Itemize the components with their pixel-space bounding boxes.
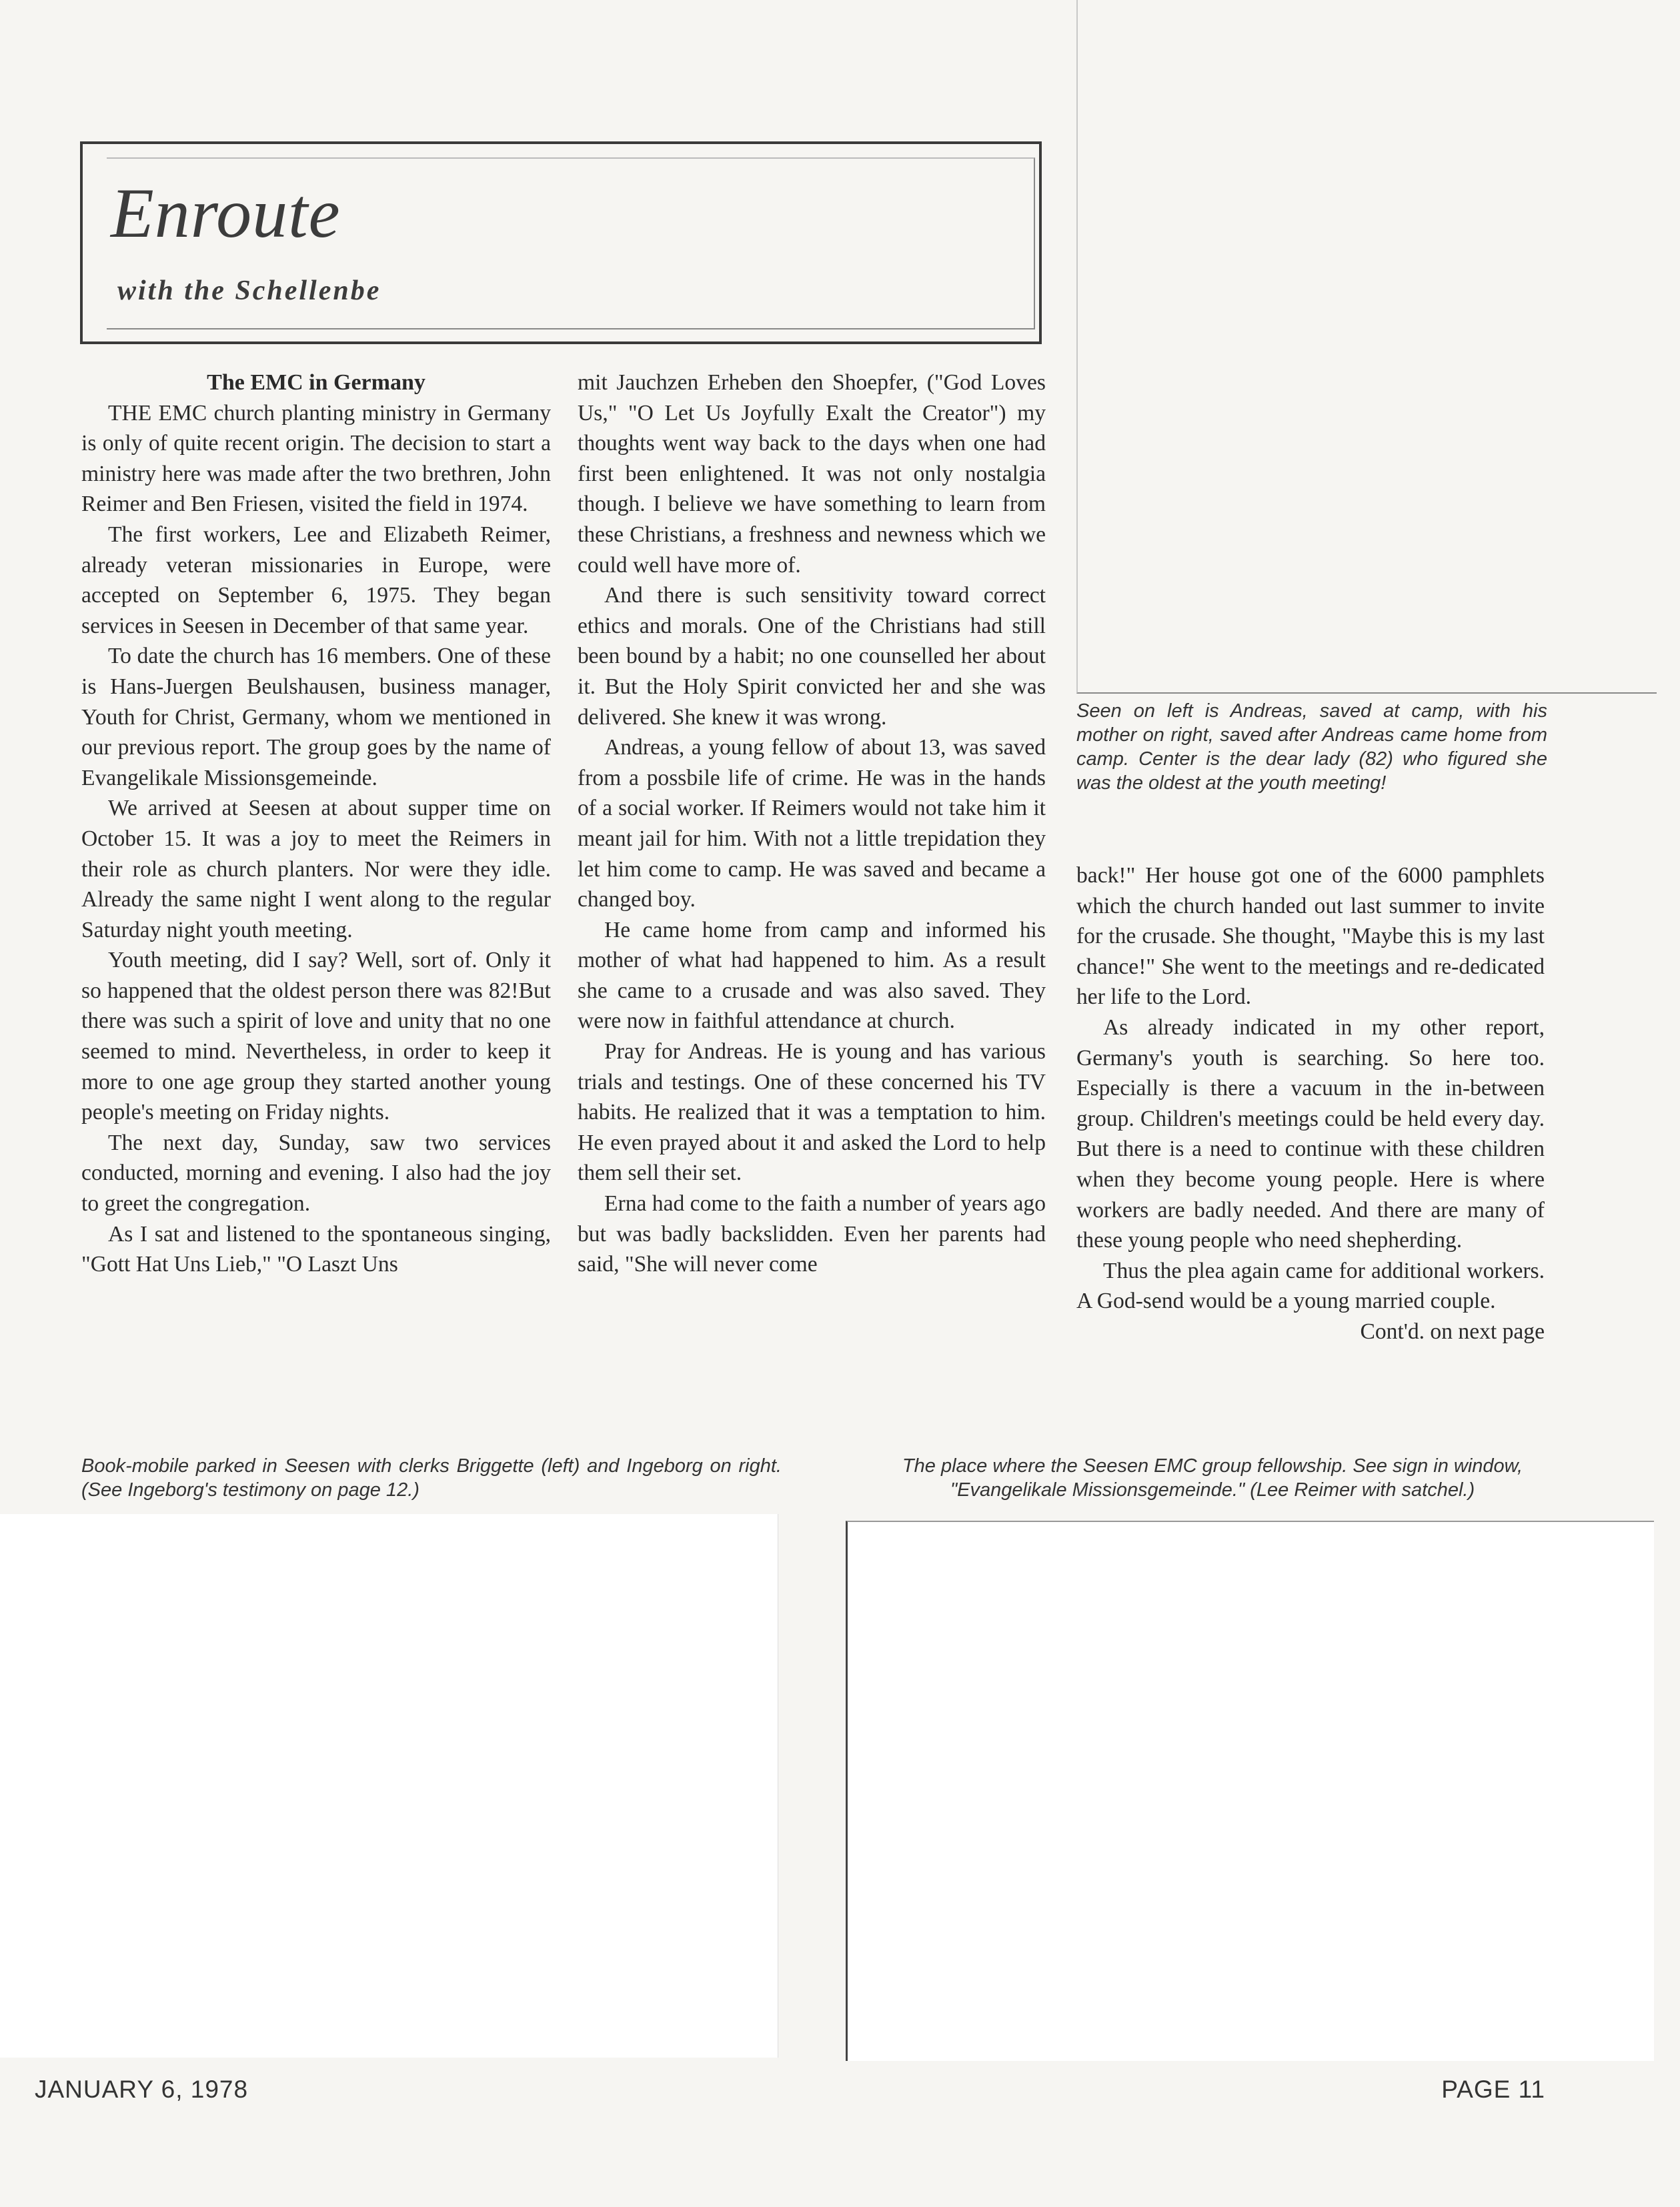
paragraph: He came home from camp and informed his mother of what had happened to him. As a result she came to a crusade and was also saved. They were now in faithful attendance at church. xyxy=(578,917,1046,1034)
paragraph: To date the church has 16 members. One of these is Hans-Juergen Beulshausen, business manager, Youth for Christ, Germany, whom we mentioned in our previous report. The group goes by the name of Evangelikale Missionsgemeinde. xyxy=(81,644,551,790)
paragraph: The first workers, Lee and Elizabeth Reimer, already veteran missionaries in Europe, were accepted on September 6, 1975. They began services in Seesen in December of that same year. xyxy=(81,522,551,638)
caption-fellowship-place: The place where the Seesen EMC group fellowship. See sign in window, "Evangelikale Missionsgemeinde." (Lee Reimer with satchel.) xyxy=(902,1455,1523,1501)
photo-fellowship-place xyxy=(846,1521,1654,2064)
article-column-3 xyxy=(1076,860,1545,1347)
continued-note: Cont'd. on next page xyxy=(1360,1319,1545,1344)
paragraph: As already indicated in my other report, Germany's youth is searching. So here too. Especially is there a vacuum in the in-between group. Children's meetings could be held every day. But there is a need to continue with these children when they become young people. Here is where workers are badly needed. And there are many of these young people who need shepherding. xyxy=(1076,1014,1545,1253)
photo-bookmobile xyxy=(0,1514,778,2058)
paragraph: Youth meeting, did I say? Well, sort of. Only it so happened that the oldest person there was 82!But there was such a spirit of love and unity that no one seemed to mind. Nevertheless, in order to keep it more to one age group they started another young people's meeting on Friday nights. xyxy=(81,948,551,1125)
paragraph: Pray for Andreas. He is young and has various trials and testings. One of these concerned his TV habits. He realized that it was a temptation to him. He even prayed about it and asked the Lord to help them sell their set. xyxy=(578,1039,1046,1186)
photo-andreas xyxy=(1076,0,1657,694)
paragraph: Thus the plea again came for additional workers. A God-send would be a young married couple. xyxy=(1076,1258,1545,1314)
page-title: Enroute xyxy=(111,174,341,252)
paragraph: Andreas, a young fellow of about 13, was saved from a possbile life of crime. He was in the hands of a social worker. If Reimers would not take him it meant jail for him. With not a little trepidation they let him come to camp. He was saved and became a changed boy. xyxy=(578,735,1046,912)
paragraph: As I sat and listened to the spontaneous singing, "Gott Hat Uns Lieb," "O Laszt Uns xyxy=(81,1221,551,1277)
footer-date: JANUARY 6, 1978 xyxy=(35,2076,249,2103)
paragraph: Erna had come to the faith a number of years ago but was badly backslidden. Even her parents had said, "She will never come xyxy=(578,1191,1046,1277)
article-heading: The EMC in Germany xyxy=(207,370,426,395)
footer-page-number: PAGE 11 xyxy=(1441,2076,1545,2103)
paragraph: We arrived at Seesen at about supper time on October 15. It was a joy to meet the Reimers in their role as church planters. Nor were they idle. Already the same night I went along to the regular Saturday night youth meeting. xyxy=(81,796,551,942)
paragraph: And there is such sensitivity toward correct ethics and morals. One of the Christians had still been bound by a habit; no one counselled her about it. But the Holy Spirit convicted her and she was delivered. She knew it was wrong. xyxy=(578,583,1046,730)
paragraph: mit Jauchzen Erheben den Shoepfer, ("God Loves Us," "O Let Us Joyfully Exalt the Creator") my thoughts went way back to the days when one had first been enlightened. It was not only nostalgia though. I believe we have something to learn from these Christians, a freshness and newness which we could well have more of. xyxy=(578,370,1046,578)
caption-bookmobile: Book-mobile parked in Seesen with clerks Briggette (left) and Ingeborg on right. (See Ingeborg's testimony on page 12.) xyxy=(81,1455,782,1501)
paragraph: THE EMC church planting ministry in Germany is only of quite recent origin. The decision to start a ministry here was made after the two brethren, John Reimer and Ben Friesen, visited the field in 1974. xyxy=(81,400,551,517)
footer-strip xyxy=(0,2061,1680,2207)
caption-andreas: Seen on left is Andreas, saved at camp, with his mother on right, saved after Andreas came home from camp. Center is the dear lady (82) who figured she was the oldest at the youth meeting! xyxy=(1076,700,1547,794)
paragraph: The next day, Sunday, saw two services conducted, morning and evening. I also had the joy to greet the congregation. xyxy=(81,1130,551,1217)
article-column-2 xyxy=(578,367,1046,1280)
page-subtitle: with the Schellenbe xyxy=(117,275,381,306)
article-column-1 xyxy=(81,367,551,1280)
paragraph: back!" Her house got one of the 6000 pamphlets which the church handed out last summer to invite for the crusade. She thought, "Maybe this is my last chance!" She went to the meetings and re-dedicated her life to the Lord. xyxy=(1076,863,1545,1010)
